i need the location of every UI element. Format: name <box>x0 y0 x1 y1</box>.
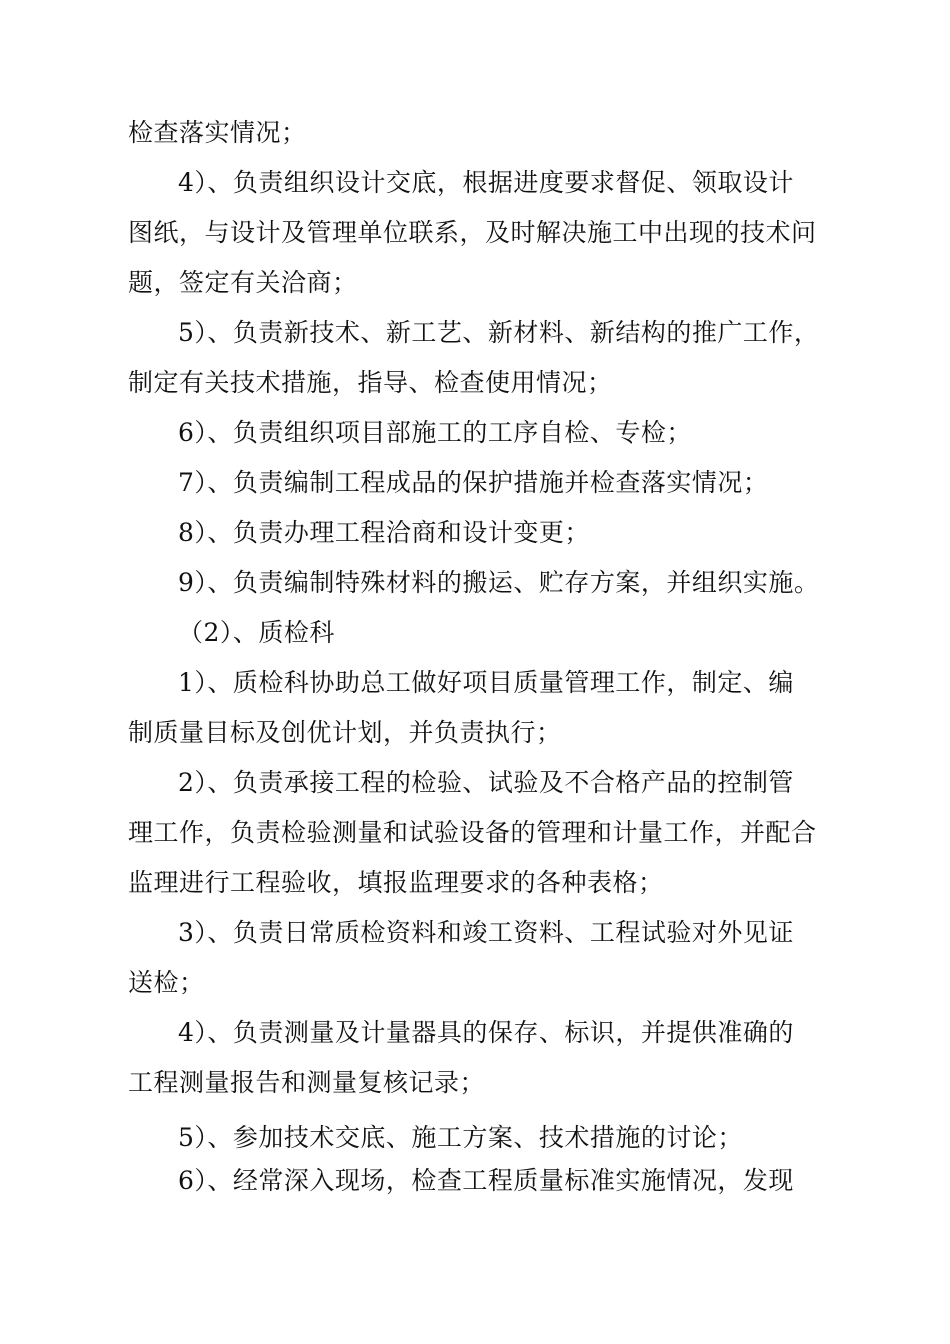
text-line-10: 9）、负责编制特殊材料的搬运、贮存方案，并组织实施。 <box>178 568 820 597</box>
text-line-18: 送检； <box>128 968 205 997</box>
text-line-1: 检查落实情况； <box>128 118 307 147</box>
text-line-17: 3）、负责日常质检资料和竣工资料、工程试验对外见证 <box>178 918 794 947</box>
text-line-21: 5）、参加技术交底、施工方案、技术措施的讨论； <box>178 1123 743 1152</box>
text-line-22: 6）、经常深入现场，检查工程质量标准实施情况，发现 <box>178 1166 794 1195</box>
text-line-3: 图纸，与设计及管理单位联系，及时解决施工中出现的技术问 <box>128 218 817 247</box>
text-line-15: 理工作，负责检验测量和试验设备的管理和计量工作，并配合 <box>128 818 817 847</box>
text-line-8: 7）、负责编制工程成品的保护措施并检查落实情况； <box>178 468 769 497</box>
text-line-6: 制定有关技术措施，指导、检查使用情况； <box>128 368 613 397</box>
text-line-2: 4）、负责组织设计交底，根据进度要求督促、领取设计 <box>178 168 794 197</box>
text-line-4: 题，签定有关洽商； <box>128 268 358 297</box>
text-line-19: 4）、负责测量及计量器具的保存、标识，并提供准确的 <box>178 1018 794 1047</box>
text-line-13: 制质量目标及创优计划，并负责执行； <box>128 718 562 747</box>
text-line-9: 8）、负责办理工程洽商和设计变更； <box>178 518 590 547</box>
text-line-16: 监理进行工程验收，填报监理要求的各种表格； <box>128 868 664 897</box>
text-line-12: 1）、质检科协助总工做好项目质量管理工作，制定、编 <box>178 668 794 697</box>
text-line-20: 工程测量报告和测量复核记录； <box>128 1068 486 1097</box>
text-line-5: 5）、负责新技术、新工艺、新材料、新结构的推广工作， <box>178 318 820 347</box>
text-line-14: 2）、负责承接工程的检验、试验及不合格产品的控制管 <box>178 768 794 797</box>
text-line-7: 6）、负责组织项目部施工的工序自检、专检； <box>178 418 692 447</box>
section-heading-quality: （2）、质检科 <box>178 618 335 647</box>
